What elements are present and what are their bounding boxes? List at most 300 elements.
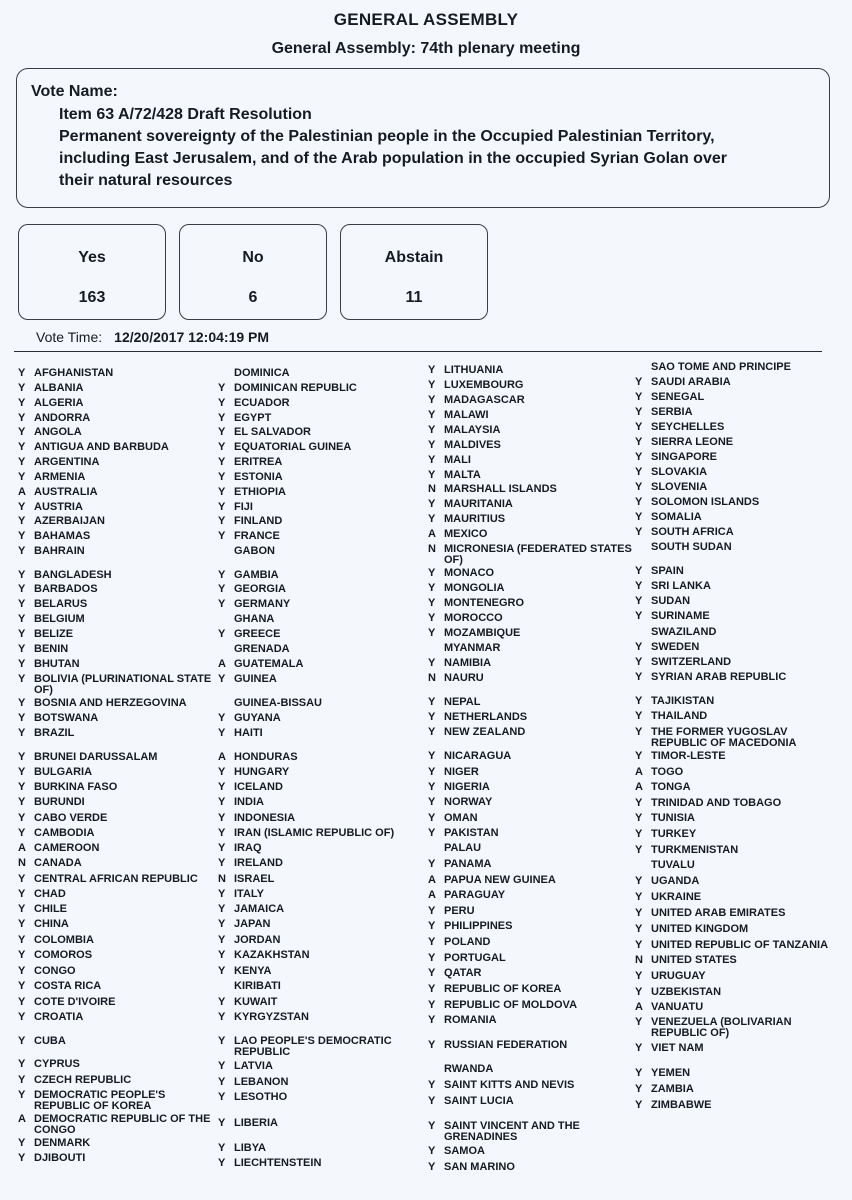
vote-marker: Y xyxy=(218,426,226,438)
country-name: SOLOMON ISLANDS xyxy=(651,496,760,508)
country-name: PALAU xyxy=(444,842,482,854)
country-name: FINLAND xyxy=(234,515,283,527)
country-name: BELIZE xyxy=(34,628,74,640)
country-name: SPAIN xyxy=(651,565,684,577)
country-name: REPUBLIC OF KOREA xyxy=(444,983,562,995)
vote-marker: Y xyxy=(635,1016,643,1028)
country-name: SINGAPORE xyxy=(651,451,718,463)
vote-marker: Y xyxy=(218,1157,226,1169)
vote-marker: Y xyxy=(635,421,643,433)
vote-marker: Y xyxy=(635,511,643,523)
no-count-box xyxy=(179,224,327,320)
vote-marker: Y xyxy=(635,891,643,903)
vote-marker: Y xyxy=(428,379,436,391)
vote-marker: Y xyxy=(18,471,26,483)
vote-marker: N xyxy=(635,954,643,966)
country-name: LIBERIA xyxy=(234,1117,278,1129)
vote-marker: Y xyxy=(428,812,436,824)
country-name: NEPAL xyxy=(444,696,481,708)
country-name: NAURU xyxy=(444,672,484,684)
vote-marker: Y xyxy=(218,766,226,778)
vote-marker: Y xyxy=(635,986,643,998)
vote-marker: Y xyxy=(428,1145,436,1157)
vote-marker: Y xyxy=(18,1058,26,1070)
country-name: URUGUAY xyxy=(651,970,706,982)
vote-marker: Y xyxy=(428,1161,436,1173)
country-name: UZBEKISTAN xyxy=(651,986,722,998)
country-name: ESTONIA xyxy=(234,471,283,483)
country-name: DOMINICAN REPUBLIC xyxy=(234,382,357,394)
country-name: SRI LANKA xyxy=(651,580,711,592)
country-name: COLOMBIA xyxy=(34,934,94,946)
country-name: BANGLADESH xyxy=(34,569,112,581)
vote-marker: Y xyxy=(18,643,26,655)
country-name: UGANDA xyxy=(651,875,700,887)
vote-marker: Y xyxy=(18,1074,26,1086)
country-name: MALTA xyxy=(444,469,481,481)
country-name: KUWAIT xyxy=(234,996,278,1008)
country-name: MARSHALL ISLANDS xyxy=(444,483,557,495)
vote-time-value: 12/20/2017 12:04:19 PM xyxy=(114,329,270,345)
vote-marker: Y xyxy=(18,412,26,424)
country-name: SWEDEN xyxy=(651,641,700,653)
country-name: THAILAND xyxy=(651,710,708,722)
vote-marker: Y xyxy=(218,441,226,453)
vote-marker: Y xyxy=(635,436,643,448)
country-name: CUBA xyxy=(34,1035,66,1047)
country-name: MALAWI xyxy=(444,409,489,421)
vote-marker: Y xyxy=(635,1067,643,1079)
country-name: SWITZERLAND xyxy=(651,656,732,668)
vote-marker: Y xyxy=(428,364,436,376)
vote-marker: Y xyxy=(218,796,226,808)
vote-marker: Y xyxy=(635,875,643,887)
country-name: ISRAEL xyxy=(234,873,275,885)
vote-marker: Y xyxy=(218,965,226,977)
vote-marker: Y xyxy=(218,781,226,793)
country-name: KYRGYZSTAN xyxy=(234,1011,309,1023)
vote-marker: Y xyxy=(428,469,436,481)
vote-marker: Y xyxy=(18,796,26,808)
country-name: SYRIAN ARAB REPUBLIC xyxy=(651,671,787,683)
country-name: BRUNEI DARUSSALAM xyxy=(34,751,158,763)
country-name: CAMBODIA xyxy=(34,827,95,839)
vote-marker: Y xyxy=(218,888,226,900)
country-name: CHAD xyxy=(34,888,66,900)
vote-marker: Y xyxy=(218,827,226,839)
country-name: TURKEY xyxy=(651,828,697,840)
vote-marker: Y xyxy=(635,923,643,935)
country-name: YEMEN xyxy=(651,1067,691,1079)
country-name: FIJI xyxy=(234,501,253,513)
vote-marker: Y xyxy=(18,1152,26,1164)
country-name: BOLIVIA (PLURINATIONAL STATE OF) xyxy=(34,673,212,696)
vote-marker: A xyxy=(18,486,26,498)
country-name: ECUADOR xyxy=(234,397,290,409)
country-name: PORTUGAL xyxy=(444,952,506,964)
vote-marker: Y xyxy=(428,827,436,839)
vote-marker: Y xyxy=(218,382,226,394)
vote-marker: Y xyxy=(428,1120,436,1132)
vote-marker: Y xyxy=(635,481,643,493)
vote-marker: Y xyxy=(635,641,643,653)
vote-marker: Y xyxy=(635,466,643,478)
country-name: COSTA RICA xyxy=(34,980,102,992)
vote-marker: Y xyxy=(428,597,436,609)
vote-marker: Y xyxy=(428,394,436,406)
country-name: IRAQ xyxy=(234,842,262,854)
country-name: EL SALVADOR xyxy=(234,426,312,438)
country-name: GUINEA-BISSAU xyxy=(234,697,323,709)
vote-marker: Y xyxy=(218,456,226,468)
abstain-count-box xyxy=(340,224,488,320)
country-name: HUNGARY xyxy=(234,766,290,778)
country-name: SOUTH AFRICA xyxy=(651,526,734,538)
country-name: LITHUANIA xyxy=(444,364,504,376)
yes-count-value: 163 xyxy=(78,289,106,306)
vote-marker: Y xyxy=(18,1011,26,1023)
vote-marker: Y xyxy=(18,583,26,595)
vote-marker: Y xyxy=(428,1079,436,1091)
country-name: SAUDI ARABIA xyxy=(651,376,731,388)
vote-marker: A xyxy=(218,751,226,763)
vote-marker: Y xyxy=(18,628,26,640)
country-name: COMOROS xyxy=(34,949,93,961)
vote-marker: Y xyxy=(635,376,643,388)
vote-marker: A xyxy=(18,842,26,854)
country-name: SEYCHELLES xyxy=(651,421,725,433)
country-name: BELARUS xyxy=(34,598,88,610)
vote-marker: Y xyxy=(635,1042,643,1054)
country-name: MALI xyxy=(444,454,471,466)
vote-marker: Y xyxy=(218,1091,226,1103)
vote-marker: Y xyxy=(635,1083,643,1095)
country-name: UNITED STATES xyxy=(651,954,737,966)
country-name: ITALY xyxy=(234,888,264,900)
vote-marker: Y xyxy=(635,595,643,607)
vote-marker: Y xyxy=(635,812,643,824)
vote-marker: N xyxy=(428,543,436,555)
vote-marker: A xyxy=(428,528,436,540)
country-name: BELGIUM xyxy=(34,613,85,625)
vote-marker: Y xyxy=(18,613,26,625)
vote-marker: Y xyxy=(635,526,643,538)
country-name: BENIN xyxy=(34,643,69,655)
country-name: LATVIA xyxy=(234,1060,273,1072)
vote-marker: Y xyxy=(218,569,226,581)
vote-marker: Y xyxy=(635,610,643,622)
vote-marker: Y xyxy=(428,409,436,421)
country-name: UKRAINE xyxy=(651,891,702,903)
country-name: GHANA xyxy=(234,613,275,625)
country-name: TIMOR-LESTE xyxy=(651,750,726,762)
abstain-count-label: Abstain xyxy=(384,249,444,266)
country-name: EGYPT xyxy=(234,412,272,424)
vote-marker: Y xyxy=(428,858,436,870)
vote-time xyxy=(36,329,269,345)
vote-marker: Y xyxy=(218,1142,226,1154)
country-name: BOTSWANA xyxy=(34,712,99,724)
country-name: LIECHTENSTEIN xyxy=(234,1157,322,1169)
country-name: NETHERLANDS xyxy=(444,711,528,723)
country-name: SWAZILAND xyxy=(651,626,717,638)
vote-marker: Y xyxy=(218,712,226,724)
vote-marker: Y xyxy=(428,498,436,510)
vote-time-label: Vote Time: xyxy=(36,329,103,345)
vote-marker: Y xyxy=(218,727,226,739)
vote-marker: Y xyxy=(218,397,226,409)
vote-marker: Y xyxy=(218,918,226,930)
vote-marker: Y xyxy=(218,857,226,869)
country-name: ALGERIA xyxy=(34,397,84,409)
country-name: GEORGIA xyxy=(234,583,286,595)
vote-marker: Y xyxy=(18,530,26,542)
vote-marker: A xyxy=(428,874,436,886)
country-name: TAJIKISTAN xyxy=(651,695,715,707)
country-name: MAURITANIA xyxy=(444,498,513,510)
country-name: ALBANIA xyxy=(34,382,84,394)
vote-marker: Y xyxy=(18,781,26,793)
country-name: ICELAND xyxy=(234,781,283,793)
no-count-label: No xyxy=(242,249,264,266)
vote-marker: Y xyxy=(18,766,26,778)
vote-marker: Y xyxy=(428,936,436,948)
country-name: BULGARIA xyxy=(34,766,93,778)
vote-name-line: including East Jerusalem, and of the Arab population in the occupied Syrian Golan over xyxy=(59,150,727,167)
vote-marker: Y xyxy=(635,695,643,707)
vote-marker: Y xyxy=(18,965,26,977)
vote-marker: Y xyxy=(428,983,436,995)
country-name: AUSTRIA xyxy=(34,501,83,513)
country-name: MONACO xyxy=(444,567,495,579)
vote-marker: Y xyxy=(428,920,436,932)
country-name: DEMOCRATIC REPUBLIC OF THE CONGO xyxy=(34,1113,211,1136)
vote-marker: Y xyxy=(18,658,26,670)
country-name: SERBIA xyxy=(651,406,693,418)
country-name: MADAGASCAR xyxy=(444,394,525,406)
country-name: BAHRAIN xyxy=(34,545,85,557)
vote-marker: Y xyxy=(218,673,226,685)
country-name: SOUTH SUDAN xyxy=(651,541,732,553)
country-name: BRAZIL xyxy=(34,727,75,739)
country-name: LEBANON xyxy=(234,1076,289,1088)
country-name: SUDAN xyxy=(651,595,691,607)
divider-line xyxy=(14,351,822,352)
country-name: GREECE xyxy=(234,628,281,640)
country-name: INDIA xyxy=(234,796,264,808)
vote-marker: Y xyxy=(428,967,436,979)
country-name: OMAN xyxy=(444,812,478,824)
country-name: FRANCE xyxy=(234,530,280,542)
vote-marker: Y xyxy=(635,750,643,762)
country-name: JAPAN xyxy=(234,918,271,930)
country-name: IRAN (ISLAMIC REPUBLIC OF) xyxy=(234,827,395,839)
vote-marker: Y xyxy=(18,697,26,709)
vote-marker: Y xyxy=(218,812,226,824)
page-title: GENERAL ASSEMBLY xyxy=(333,10,519,29)
country-name: MAURITIUS xyxy=(444,513,506,525)
vote-marker: Y xyxy=(218,598,226,610)
country-name: AZERBAIJAN xyxy=(34,515,105,527)
vote-marker: Y xyxy=(428,513,436,525)
vote-marker: Y xyxy=(218,1011,226,1023)
abstain-count-value: 11 xyxy=(405,289,423,306)
vote-marker: Y xyxy=(18,827,26,839)
vote-marker: Y xyxy=(635,406,643,418)
country-name: LIBYA xyxy=(234,1142,266,1154)
vote-marker: Y xyxy=(635,797,643,809)
country-name: CROATIA xyxy=(34,1011,84,1023)
vote-marker: Y xyxy=(428,454,436,466)
country-name: LUXEMBOURG xyxy=(444,379,524,391)
vote-marker: Y xyxy=(428,696,436,708)
vote-marker: Y xyxy=(218,903,226,915)
vote-marker: A xyxy=(635,1001,643,1013)
vote-marker: N xyxy=(18,857,26,869)
vote-marker: Y xyxy=(218,628,226,640)
country-name: THE FORMER YUGOSLAV REPUBLIC OF MACEDONIA xyxy=(651,726,797,749)
country-name: NIGERIA xyxy=(444,781,490,793)
vote-marker: Y xyxy=(218,996,226,1008)
country-name: ZIMBABWE xyxy=(651,1099,712,1111)
country-name: UNITED KINGDOM xyxy=(651,923,749,935)
country-name: MOROCCO xyxy=(444,612,503,624)
vote-marker: Y xyxy=(18,441,26,453)
country-name: NICARAGUA xyxy=(444,750,512,762)
vote-marker: Y xyxy=(218,934,226,946)
vote-marker: Y xyxy=(18,934,26,946)
vote-marker: Y xyxy=(18,569,26,581)
vote-name-text xyxy=(59,104,815,192)
yes-count-label: Yes xyxy=(78,249,106,266)
country-name: LAO PEOPLE'S DEMOCRATIC REPUBLIC xyxy=(234,1035,392,1058)
vote-marker: Y xyxy=(635,656,643,668)
country-name: KAZAKHSTAN xyxy=(234,949,310,961)
vote-marker: Y xyxy=(218,1035,226,1047)
vote-marker: Y xyxy=(18,598,26,610)
country-name: CENTRAL AFRICAN REPUBLIC xyxy=(34,873,198,885)
country-name: CHINA xyxy=(34,918,69,930)
country-name: TONGA xyxy=(651,781,691,793)
country-name: AUSTRALIA xyxy=(34,486,98,498)
vote-marker: Y xyxy=(18,949,26,961)
country-name: VENEZUELA (BOLIVARIAN REPUBLIC OF) xyxy=(651,1016,792,1039)
vote-marker: Y xyxy=(428,1039,436,1051)
vote-marker: Y xyxy=(635,844,643,856)
country-name: SAN MARINO xyxy=(444,1161,515,1173)
vote-marker: Y xyxy=(635,496,643,508)
vote-marker: Y xyxy=(428,781,436,793)
vote-marker: Y xyxy=(18,727,26,739)
country-name: ANDORRA xyxy=(34,412,91,424)
vote-marker: Y xyxy=(218,1076,226,1088)
vote-marker: Y xyxy=(18,918,26,930)
country-name: BARBADOS xyxy=(34,583,98,595)
vote-marker: A xyxy=(218,658,226,670)
vote-marker: N xyxy=(218,873,226,885)
vote-marker: A xyxy=(18,1113,26,1125)
country-name: GUINEA xyxy=(234,673,277,685)
vote-marker: Y xyxy=(428,766,436,778)
vote-marker: Y xyxy=(18,712,26,724)
vote-marker: Y xyxy=(218,515,226,527)
country-name: TURKMENISTAN xyxy=(651,844,739,856)
vote-marker: Y xyxy=(428,726,436,738)
vote-marker: Y xyxy=(18,888,26,900)
country-name: BOSNIA AND HERZEGOVINA xyxy=(34,697,187,709)
country-name: BHUTAN xyxy=(34,658,80,670)
vote-marker: Y xyxy=(428,439,436,451)
vote-marker: Y xyxy=(218,1060,226,1072)
vote-marker: Y xyxy=(428,750,436,762)
country-name: NEW ZEALAND xyxy=(444,726,526,738)
country-name: GAMBIA xyxy=(234,569,279,581)
vote-marker: Y xyxy=(635,710,643,722)
country-name: CZECH REPUBLIC xyxy=(34,1074,132,1086)
vote-marker: Y xyxy=(428,612,436,624)
country-name: SAO TOME AND PRINCIPE xyxy=(651,361,791,373)
country-name: COTE D'IVOIRE xyxy=(34,996,116,1008)
country-name: LESOTHO xyxy=(234,1091,288,1103)
country-name: REPUBLIC OF MOLDOVA xyxy=(444,999,578,1011)
country-name: SLOVAKIA xyxy=(651,466,708,478)
vote-marker: Y xyxy=(428,1095,436,1107)
vote-marker: Y xyxy=(18,456,26,468)
vote-marker: Y xyxy=(18,1137,26,1149)
country-name: JORDAN xyxy=(234,934,281,946)
country-name: GUYANA xyxy=(234,712,281,724)
vote-marker: Y xyxy=(635,726,643,738)
country-name: MEXICO xyxy=(444,528,488,540)
country-name: MONTENEGRO xyxy=(444,597,525,609)
vote-marker: Y xyxy=(428,1014,436,1026)
vote-marker: Y xyxy=(635,1099,643,1111)
country-name: NIGER xyxy=(444,766,479,778)
country-name: PAKISTAN xyxy=(444,827,499,839)
vote-marker: A xyxy=(428,889,436,901)
vote-marker: Y xyxy=(218,486,226,498)
country-name: SENEGAL xyxy=(651,391,705,403)
vote-name-line: their natural resources xyxy=(59,172,233,189)
vote-marker: A xyxy=(635,766,643,778)
country-name: BAHAMAS xyxy=(34,530,91,542)
country-name: BURUNDI xyxy=(34,796,85,808)
vote-marker: Y xyxy=(18,873,26,885)
country-name: NORWAY xyxy=(444,796,493,808)
vote-marker: Y xyxy=(635,907,643,919)
country-name: GUATEMALA xyxy=(234,658,304,670)
vote-marker: N xyxy=(428,672,436,684)
vote-marker: Y xyxy=(428,657,436,669)
vote-marker: Y xyxy=(18,382,26,394)
country-name: IRELAND xyxy=(234,857,283,869)
country-name: CYPRUS xyxy=(34,1058,80,1070)
vote-marker: Y xyxy=(18,903,26,915)
country-name: MICRONESIA (FEDERATED STATES OF) xyxy=(444,543,632,566)
country-name: SAMOA xyxy=(444,1145,485,1157)
country-name: CHILE xyxy=(34,903,67,915)
country-name: UNITED REPUBLIC OF TANZANIA xyxy=(651,939,829,951)
country-name: ARMENIA xyxy=(34,471,86,483)
country-name: ARGENTINA xyxy=(34,456,100,468)
vote-marker: Y xyxy=(18,397,26,409)
country-name: SAINT VINCENT AND THE GRENADINES xyxy=(444,1120,580,1143)
country-name: TRINIDAD AND TOBAGO xyxy=(651,797,782,809)
country-name: KIRIBATI xyxy=(234,980,281,992)
vote-marker: A xyxy=(635,781,643,793)
country-name: ANTIGUA AND BARBUDA xyxy=(34,441,169,453)
vote-marker: Y xyxy=(635,671,643,683)
